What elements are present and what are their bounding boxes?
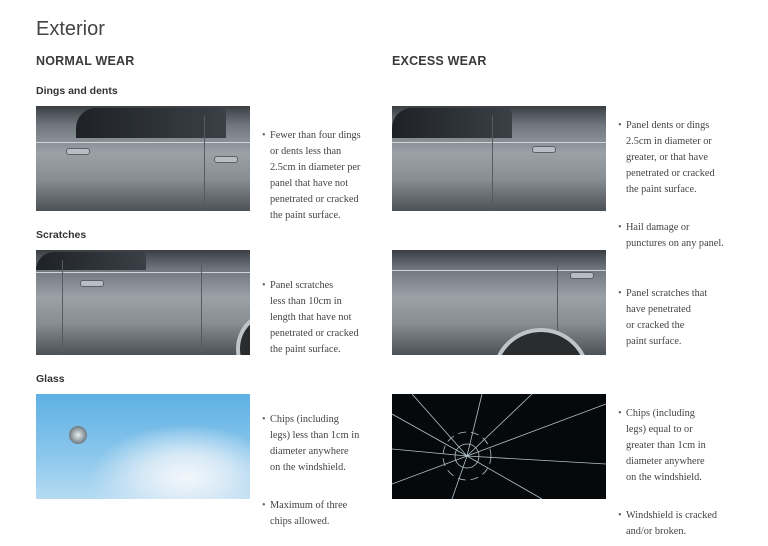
excess-scratches-image [392, 250, 606, 355]
bullet: • Windshield is cracked and/or broken. [618, 508, 748, 540]
normal-scratches-image [36, 250, 250, 355]
excess-dings-image [392, 106, 606, 211]
bullet: • Panel dents or dings 2.5cm in diameter or greater, or that have penetrated or cracked the paint surface. [618, 118, 748, 198]
bullet: • Hail damage or punctures on any panel. [618, 220, 748, 252]
bullet: • Panel scratches less than 10cm in length that have not penetrated or cracked the paint surface. [262, 278, 382, 358]
bullet: • Chips (including legs) less than 1cm in diameter anywhere on the windshield. [262, 412, 382, 476]
normal-glass-bullets [262, 396, 382, 536]
page-title: Exterior [36, 18, 105, 40]
bullet: • Panel scratches that have penetrated or cracked the paint surface. [618, 286, 748, 350]
section-heading-scratches: Scratches [36, 229, 87, 241]
excess-glass-bullets [618, 390, 748, 546]
excess-scratches-bullets [618, 270, 748, 356]
section-heading-dings: Dings and dents [36, 85, 118, 97]
excess-wear-heading: EXCESS WEAR [392, 54, 487, 68]
chip-icon [69, 426, 87, 444]
excess-dings-bullets [618, 102, 748, 258]
normal-scratches-bullets [262, 262, 382, 364]
normal-wear-heading: NORMAL WEAR [36, 54, 135, 68]
cracked-glass-icon [392, 394, 606, 499]
normal-glass-image [36, 394, 250, 499]
bullet: • Maximum of three chips allowed. [262, 498, 382, 530]
excess-glass-image [392, 394, 606, 499]
normal-dings-image [36, 106, 250, 211]
normal-dings-bullets [262, 112, 382, 230]
bullet: • Fewer than four dings or dents less than 2.5cm in diameter per panel that have not penetrated or cracked the paint surface. [262, 128, 382, 224]
section-heading-glass: Glass [36, 373, 65, 385]
bullet: • Chips (including legs) equal to or greater than 1cm in diameter anywhere on the windshield. [618, 406, 748, 486]
